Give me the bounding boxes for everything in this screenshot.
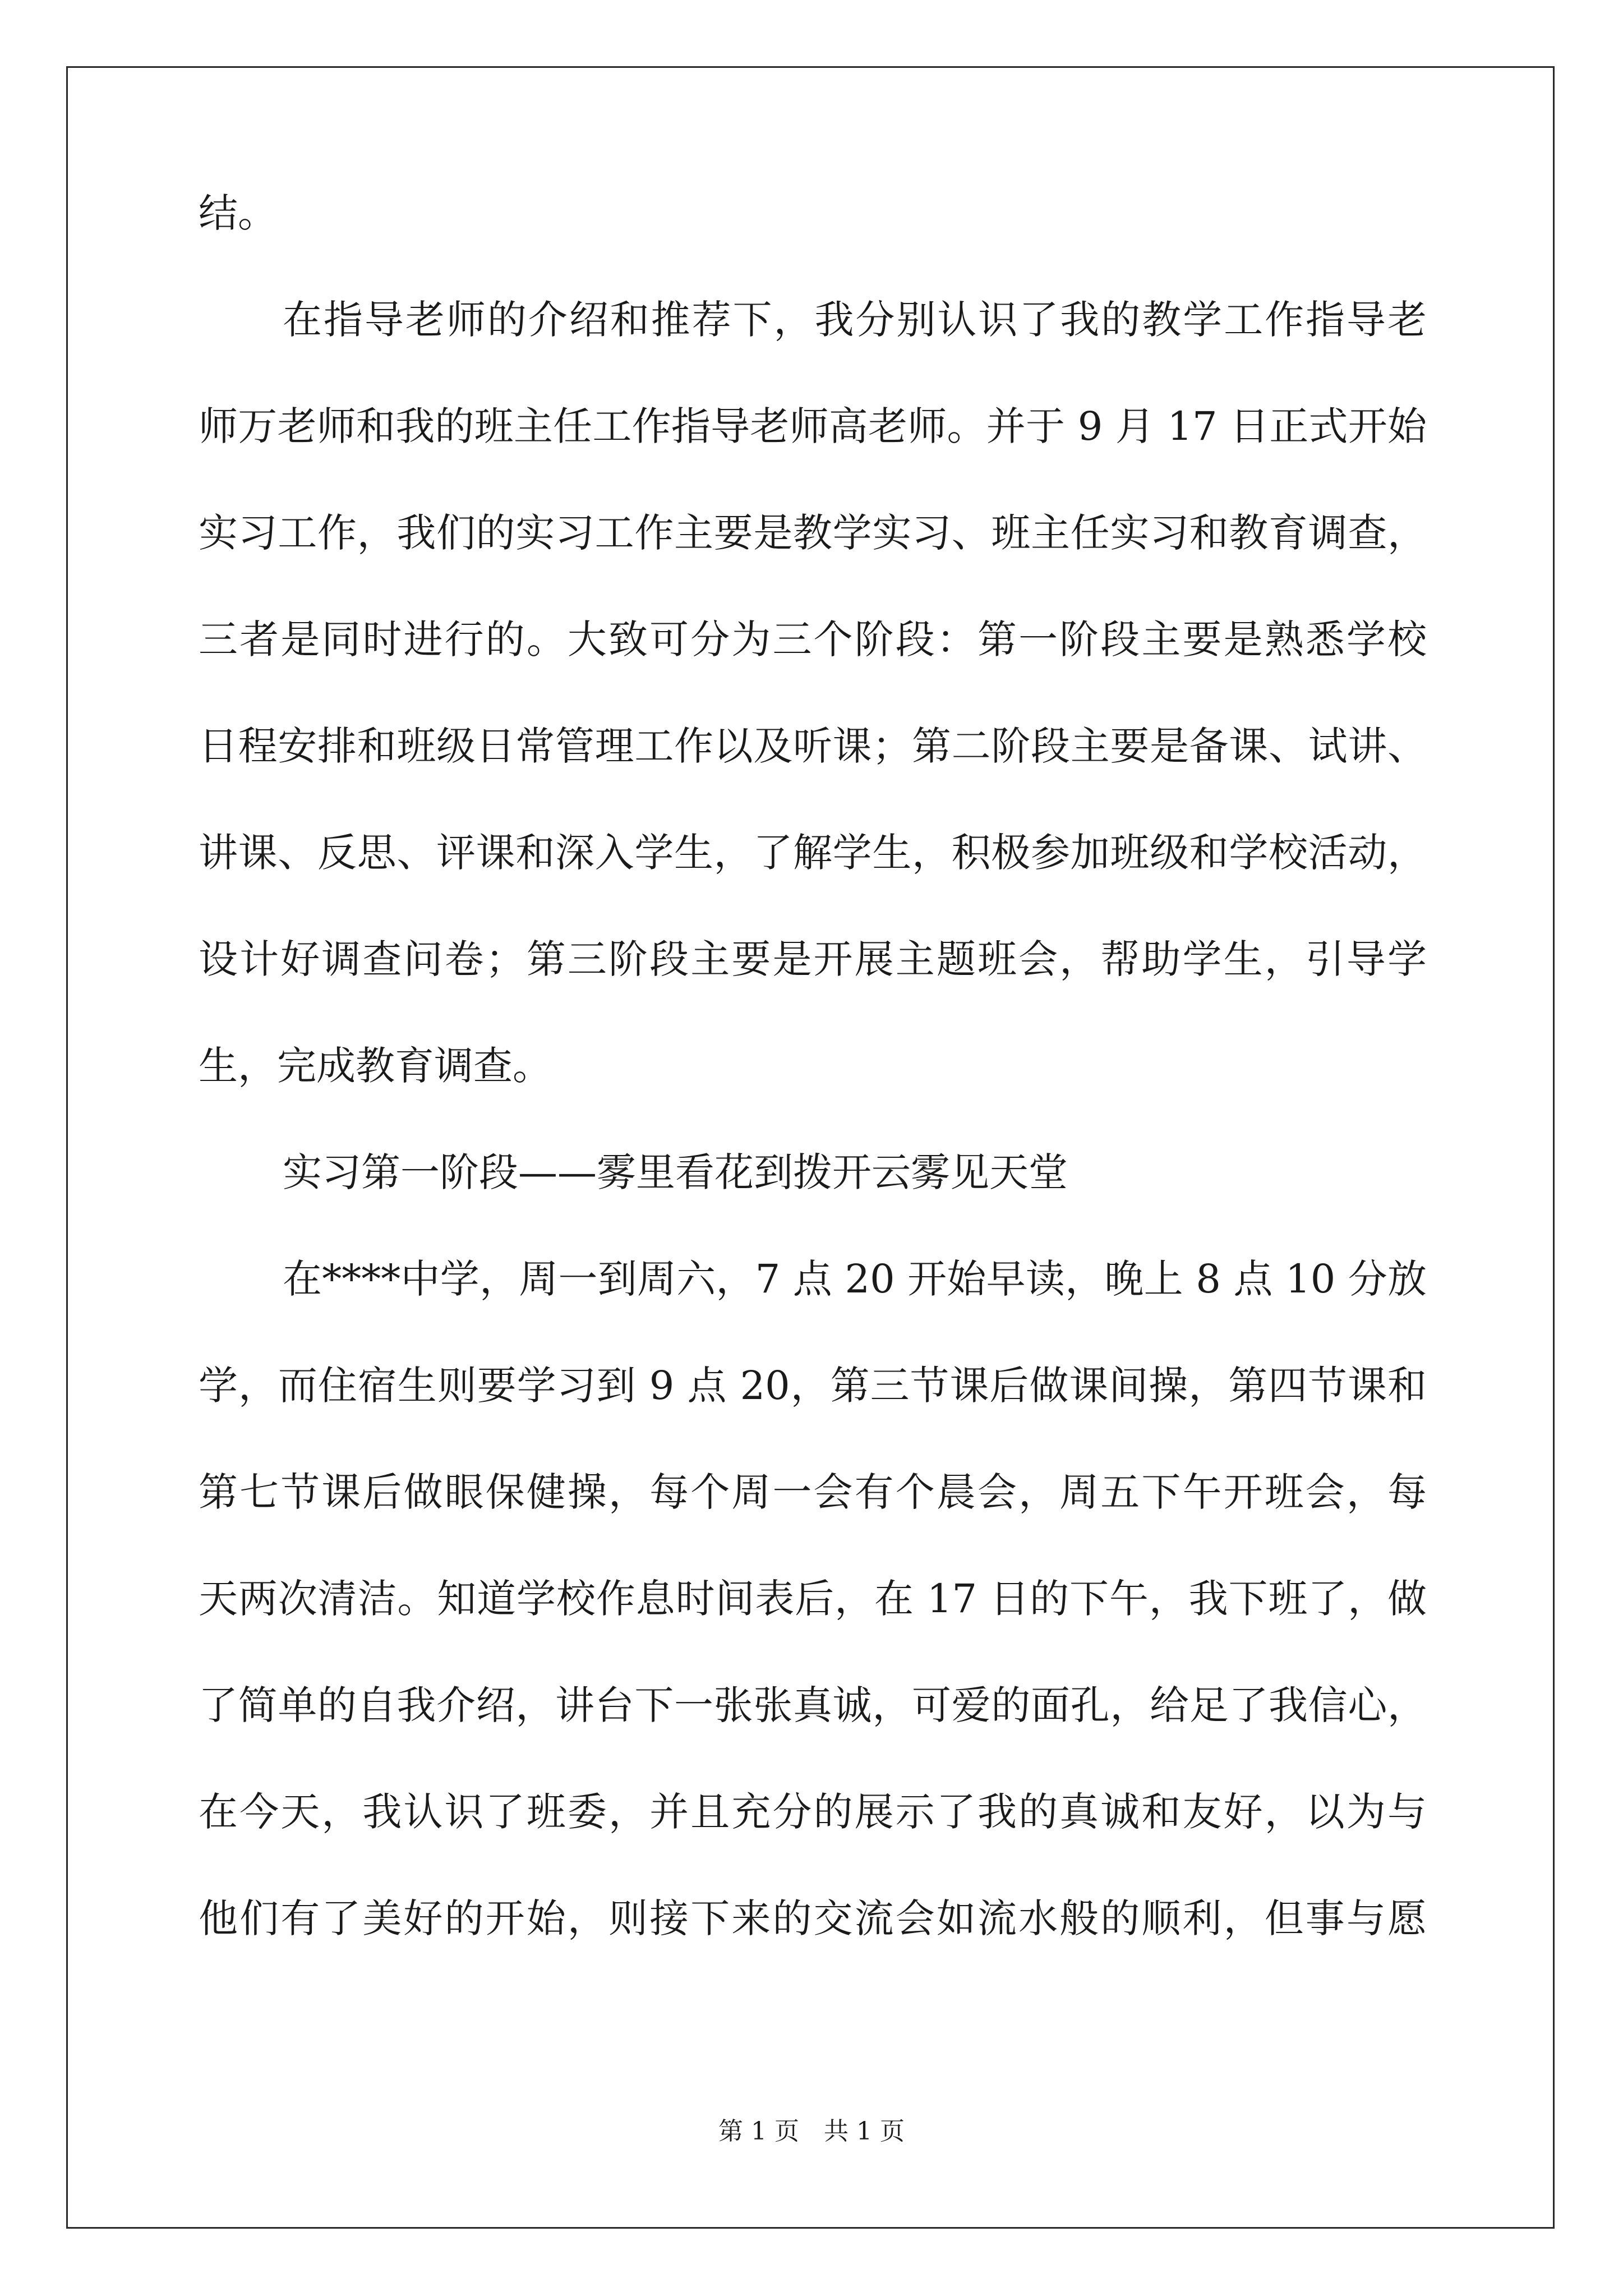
text-line: 了简单的自我介绍，讲台下一张张真诚，可爱的面孔，给足了我信心， [199,1682,1427,1728]
text-line: 天两次清洁。知道学校作息时间表后，在 17 日的下午，我下班了，做 [199,1576,1427,1622]
text-line: 三者是同时进行的。大致可分为三个阶段：第一阶段主要是熟悉学校 [199,616,1427,662]
text-line: 实习工作，我们的实习工作主要是教学实习、班主任实习和教育调查， [199,510,1427,556]
page-number: 第 1 页 [718,2117,799,2146]
paragraph-line: 在指导老师的介绍和推荐下，我分别认识了我的教学工作指导老 [283,297,1427,343]
text-line: 设计好调查问卷；第三阶段主要是开展主题班会，帮助学生，引导学 [199,936,1427,982]
text-line: 生，完成教育调查。 [199,1043,552,1089]
paragraph-line: 在****中学，周一到周六，7 点 20 开始早读，晚上 8 点 10 分放 [283,1256,1427,1302]
text-line: 第七节课后做眼保健操，每个周一会有个晨会，周五下午开班会，每 [199,1469,1427,1515]
text-line: 师万老师和我的班主任工作指导老师高老师。并于 9 月 17 日正式开始 [199,403,1427,449]
text-line: 结。 [199,190,277,236]
text-line: 他们有了美好的开始，则接下来的交流会如流水般的顺利，但事与愿 [199,1895,1427,1941]
section-heading: 实习第一阶段——雾里看花到拨开云雾见天堂 [283,1149,1068,1195]
text-line: 讲课、反思、评课和深入学生，了解学生，积极参加班级和学校活动， [199,830,1427,876]
page-count: 共 1 页 [824,2117,905,2146]
text-line: 日程安排和班级日常管理工作以及听课；第二阶段主要是备课、试讲、 [199,723,1427,769]
page-footer [0,2115,1623,2148]
text-line: 学，而住宿生则要学习到 9 点 20，第三节课后做课间操，第四节课和 [199,1363,1427,1409]
text-line: 在今天，我认识了班委，并且充分的展示了我的真诚和友好，以为与 [199,1789,1427,1835]
